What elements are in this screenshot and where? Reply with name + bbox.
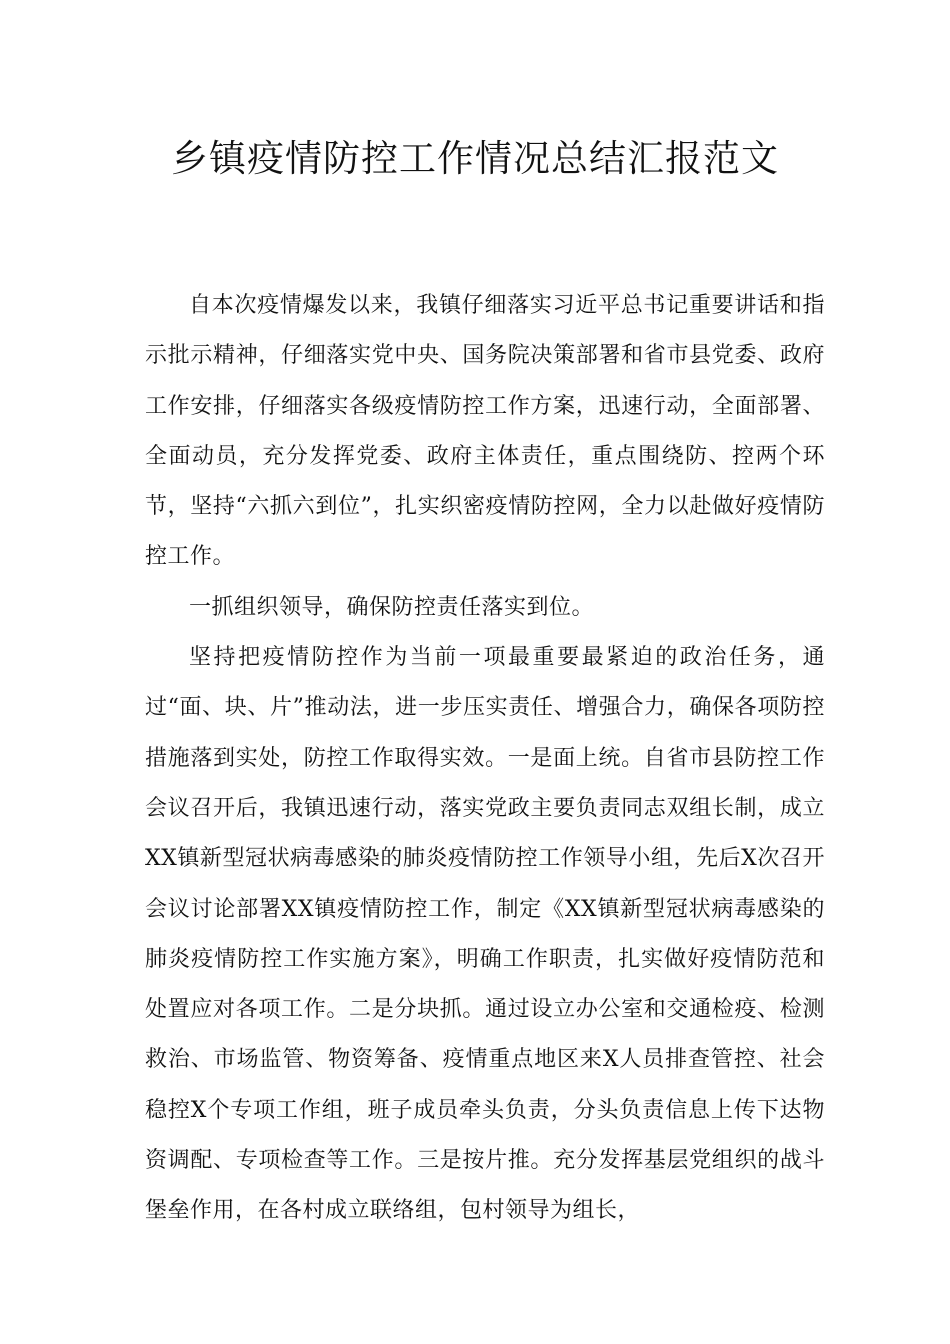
paragraph-heading-1: 一抓组织领导，确保防控责任落实到位。	[189, 594, 595, 620]
paragraph-intro: 自本次疫情爆发以来，我镇仔细落实习近平总书记重要讲话和指示批示精神，仔细落实党中央、国务院决策部署和省市县党委、政府工作安排，仔细落实各级疫情防控工作方案，迅速行动，全面部署、全面动员，充分发挥党委、政府主体责任，重点围绕防、控两个环节，坚持“六抓六到位”，扎实织密疫情防控网，全力以赴做好疫情防控工作。	[145, 293, 825, 570]
document-body	[145, 281, 825, 1237]
paragraph-section-1: 坚持把疫情防控作为当前一项最重要最紧迫的政治任务，通过“面、块、片”推动法，进一步压实责任、增强合力，确保各项防控措施落到实处，防控工作取得实效。一是面上统。自省市县防控工作会议召开后，我镇迅速行动，落实党政主要负责同志双组长制，成立XX镇新型冠状病毒感染的肺炎疫情防控工作领导小组，先后X次召开会议讨论部署XX镇疫情防控工作，制定《XX镇新型冠状病毒感染的肺炎疫情防控工作实施方案》，明确工作职责，扎实做好疫情防范和处置应对各项工作。二是分块抓。通过设立办公室和交通检疫、检测救治、市场监管、物资筹备、疫情重点地区来X人员排查管控、社会稳控X个专项工作组，班子成员牵头负责，分头负责信息上传下达物资调配、专项检查等工作。三是按片推。充分发挥基层党组织的战斗堡垒作用，在各村成立联络组，包村领导为组长，	[145, 645, 825, 1224]
document-title: 乡镇疫情防控工作情况总结汇报范文	[171, 137, 779, 180]
